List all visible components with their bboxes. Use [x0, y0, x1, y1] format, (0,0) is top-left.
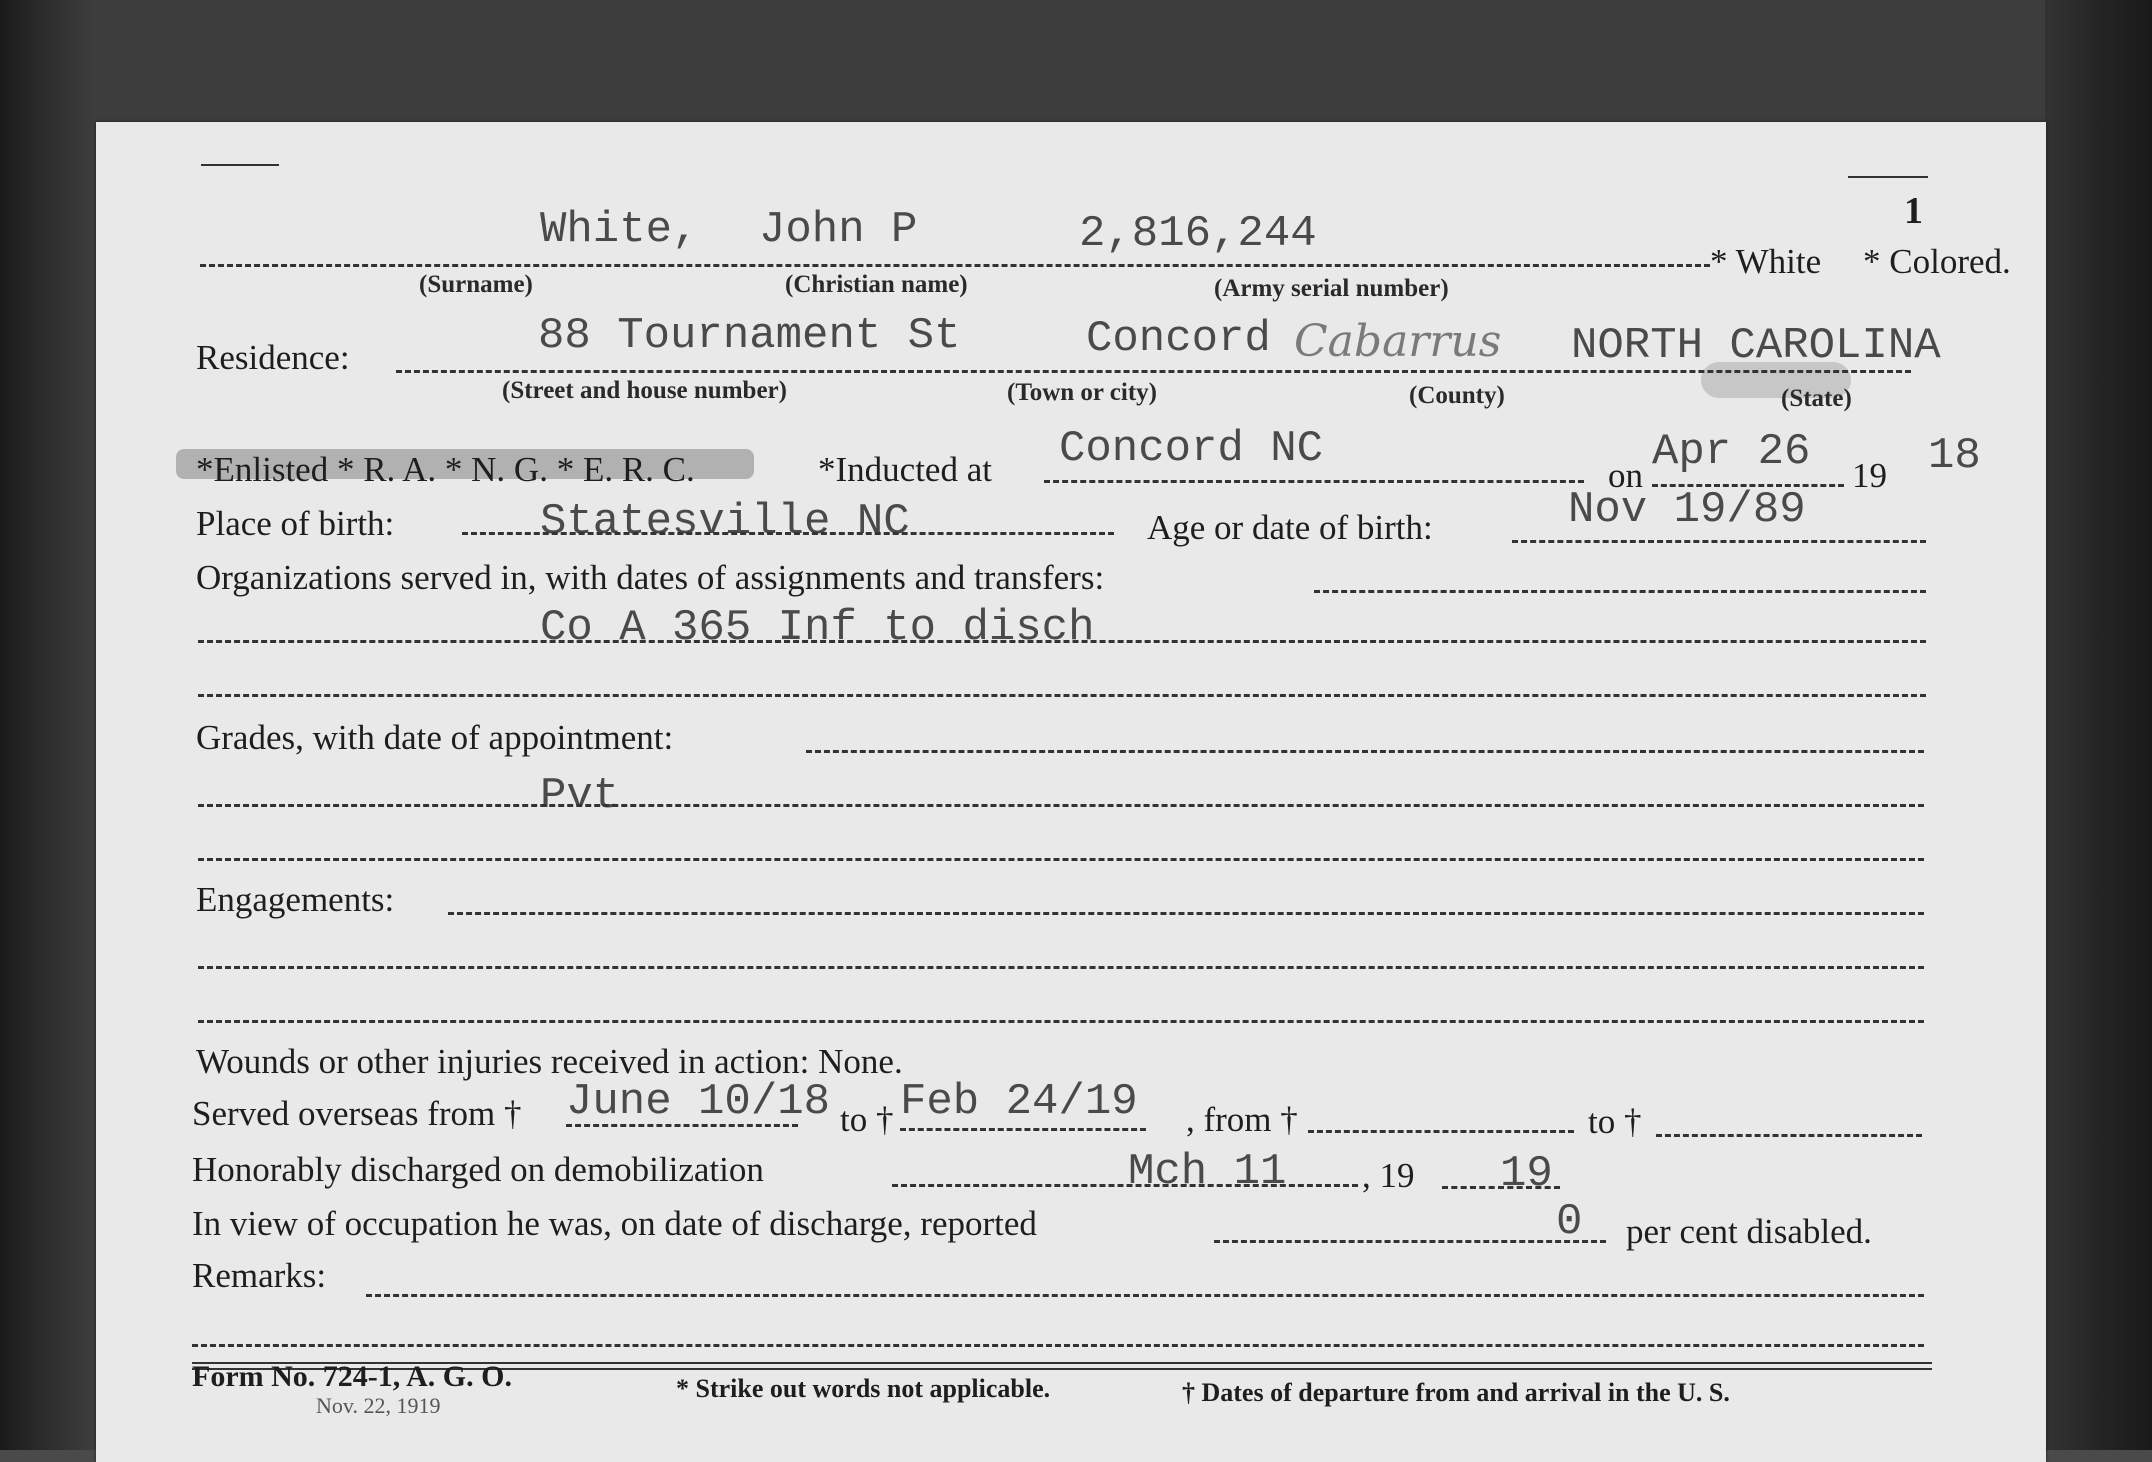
- wounds-label: Wounds or other injuries received in action: None.: [196, 1042, 903, 1081]
- race-colored: * Colored.: [1863, 242, 2011, 281]
- overseas-to-date: Feb 24/19: [900, 1077, 1138, 1127]
- overseas-label: Served overseas from †: [192, 1094, 522, 1133]
- residence-label: Residence:: [196, 338, 350, 377]
- discharge-year: 19: [1500, 1149, 1553, 1199]
- birth-date-line: [1512, 540, 1926, 543]
- street-caption: (Street and house number): [502, 377, 787, 404]
- corner-rule: [201, 164, 279, 166]
- overseas-to2-line: [1656, 1134, 1922, 1137]
- residence-county: Cabarrus: [1294, 316, 1502, 367]
- induction-date: Apr 26: [1652, 427, 1811, 477]
- organizations-line-3: [198, 694, 1926, 697]
- christian-name-caption: (Christian name): [785, 271, 968, 298]
- grades-value: Pvt: [540, 771, 620, 821]
- note-dates: † Dates of departure from and arrival in the U. S.: [1182, 1378, 1730, 1407]
- discharge-label: Honorably discharged on demobilization: [192, 1150, 764, 1189]
- page-number: 1: [1904, 190, 1923, 232]
- note-strike-out: * Strike out words not applicable.: [676, 1374, 1051, 1403]
- surname-value: White,: [540, 205, 699, 255]
- induction-year-prefix: 19: [1852, 456, 1887, 495]
- enlistment-options: *Enlisted * R. A. * N. G. * E. R. C.: [196, 450, 695, 489]
- organizations-line-2: [198, 640, 1926, 643]
- residence-street: 88 Tournament St: [538, 311, 961, 361]
- scan-background-left: [0, 0, 96, 1450]
- name-line: [200, 264, 1710, 267]
- state-caption: (State): [1781, 385, 1852, 412]
- discharge-date: Mch 11: [1128, 1147, 1287, 1197]
- residence-line: [396, 370, 1911, 373]
- organizations-label: Organizations served in, with dates of assignments and transfers:: [196, 558, 1105, 597]
- scan-background-top: [0, 0, 2152, 125]
- disability-suffix: per cent disabled.: [1626, 1212, 1872, 1251]
- overseas-from2-label: , from †: [1186, 1100, 1298, 1139]
- overseas-from-date: June 10/18: [566, 1077, 831, 1127]
- form-date: Nov. 22, 1919: [316, 1393, 441, 1418]
- birth-date: Nov 19/89: [1568, 485, 1806, 535]
- inducted-at-label: *Inducted at: [818, 450, 992, 489]
- race-white: * White: [1710, 242, 1822, 281]
- birth-place: Statesville NC: [540, 497, 910, 547]
- serial-number-caption: (Army serial number): [1214, 275, 1449, 302]
- christian-name-value: John P: [759, 205, 918, 255]
- organizations-line-1: [1314, 590, 1926, 593]
- service-record-card: [96, 122, 2046, 1462]
- induction-year: 18: [1928, 431, 1981, 481]
- town-caption: (Town or city): [1007, 379, 1157, 406]
- grades-line-1: [806, 750, 1924, 753]
- surname-caption: (Surname): [419, 271, 533, 298]
- overseas-from2-line: [1308, 1130, 1574, 1133]
- remarks-line-1: [366, 1294, 1924, 1297]
- disability-label: In view of occupation he was, on date of discharge, reported: [192, 1204, 1037, 1243]
- birth-place-line: [462, 532, 1114, 535]
- disability-value: 0: [1556, 1197, 1583, 1247]
- overseas-from-line: [566, 1124, 798, 1127]
- discharge-year-prefix: , 19: [1362, 1156, 1415, 1195]
- residence-town: Concord: [1086, 314, 1271, 364]
- page-number-rule: [1848, 176, 1928, 178]
- organizations-value: Co A 365 Inf to disch: [540, 603, 1095, 653]
- overseas-to2-label: to †: [1588, 1102, 1642, 1141]
- engagements-line-1: [448, 912, 1924, 915]
- grades-line-2: [198, 804, 1924, 807]
- overseas-to-line: [900, 1128, 1146, 1131]
- remarks-label: Remarks:: [192, 1256, 327, 1295]
- inducted-line: [1044, 480, 1584, 483]
- birth-place-label: Place of birth:: [196, 504, 395, 543]
- grades-line-3: [198, 858, 1924, 861]
- engagements-line-2: [198, 966, 1924, 969]
- discharge-line: [892, 1184, 1358, 1187]
- county-caption: (County): [1409, 382, 1505, 409]
- on-label: on: [1608, 456, 1643, 495]
- remarks-line-2: [192, 1344, 1924, 1347]
- residence-state: NORTH CAROLINA: [1571, 321, 1941, 371]
- age-label: Age or date of birth:: [1147, 508, 1433, 547]
- grades-label: Grades, with date of appointment:: [196, 718, 674, 757]
- serial-number-value: 2,816,244: [1079, 209, 1317, 259]
- scan-background-right: [2045, 0, 2152, 1450]
- form-number: Form No. 724-1, A. G. O.: [192, 1360, 512, 1393]
- overseas-to-label: to †: [840, 1100, 894, 1139]
- inducted-place: Concord NC: [1059, 424, 1324, 474]
- engagements-line-3: [198, 1020, 1924, 1023]
- engagements-label: Engagements:: [196, 880, 395, 919]
- disability-line: [1214, 1240, 1606, 1243]
